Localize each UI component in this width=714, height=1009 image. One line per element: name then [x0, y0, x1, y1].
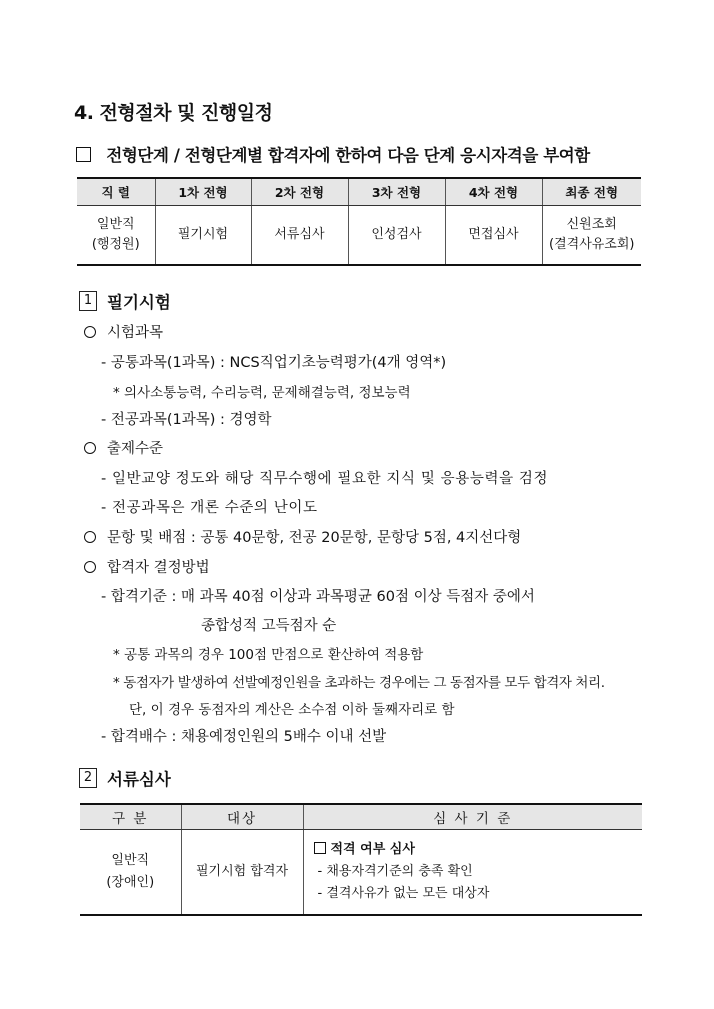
- pass-criteria-line1: - 합격기준 : 매 과목 40점 이상과 과목평균 60점 이상 득점자 중에서: [101, 589, 535, 605]
- table-header-row: [77, 178, 641, 206]
- section-number-box: 1: [79, 291, 97, 311]
- criteria-item2: - 결격사유가 없는 모든 대상자: [317, 886, 490, 901]
- section-number-box: 2: [79, 768, 97, 788]
- allocation: [80, 526, 521, 547]
- header-stage4: 4차 전형: [445, 178, 542, 206]
- level-heading-text: 출제수준: [107, 441, 164, 457]
- criteria-heading-text: 적격 여부 심사: [330, 842, 415, 857]
- header-job: 직 렬: [77, 178, 155, 206]
- checkbox-square-icon: [314, 842, 326, 854]
- subjects-heading-text: 시험과목: [107, 325, 164, 341]
- header-stage3: 3차 전형: [348, 178, 445, 206]
- cell-job: [77, 206, 155, 266]
- common-subject-note: * 의사소통능력, 수리능력, 문제해결능력, 정보능력: [113, 385, 411, 401]
- header-target: 대상: [181, 804, 303, 830]
- section1-heading: [79, 289, 171, 313]
- pass-criteria-line2: 종합성적 고득점자 순: [201, 618, 337, 634]
- table-header-row: [80, 804, 642, 830]
- common-subject: - 공통과목(1과목) : NCS직업기초능력평가(4개 영역*): [101, 355, 447, 371]
- level-item1: - 일반교양 정도와 해당 직무수행에 필요한 지식 및 응용능력을 검정: [101, 471, 549, 487]
- pass-multiple: - 합격배수 : 채용예정인원의 5배수 이내 선발: [101, 729, 387, 745]
- category-line1: 일반직: [111, 853, 150, 868]
- cell-category: [80, 830, 181, 916]
- pass-note2-line2: 단, 이 경우 동점자의 계산은 소수점 이하 둘째자리로 함: [129, 702, 455, 718]
- job-line1: 일반직: [96, 217, 135, 232]
- criteria-item1: - 채용자격기준의 충족 확인: [317, 864, 473, 879]
- pass-note1: * 공통 과목의 경우 100점 만점으로 환산하여 적용함: [113, 647, 424, 663]
- table-row: [77, 206, 641, 266]
- cell-stage3: 인성검사: [348, 206, 445, 266]
- cell-final: [542, 206, 641, 266]
- cell-stage1: 필기시험: [155, 206, 251, 266]
- checkbox-square-icon: [76, 147, 91, 162]
- level-item2: - 전공과목은 개론 수준의 난이도: [101, 500, 318, 516]
- circle-bullet-icon: [84, 442, 96, 454]
- level-heading: [80, 437, 163, 458]
- pass-method-heading: [80, 556, 210, 577]
- header-criteria: 심 사 기 준: [303, 804, 642, 830]
- page-title: 4. 전형절차 및 진행일정: [74, 102, 273, 124]
- section2-heading: [79, 766, 171, 790]
- allocation-text: 문항 및 배점 : 공통 40문항, 전공 20문항, 문항당 5점, 4지선다형: [107, 530, 522, 546]
- circle-bullet-icon: [84, 326, 96, 338]
- cell-target: 필기시험 합격자: [181, 830, 303, 916]
- final-line2: (결격사유조회): [549, 237, 635, 252]
- stage-table: [77, 177, 641, 266]
- circle-bullet-icon: [84, 561, 96, 573]
- pass-note2-line1: * 동점자가 발생하여 선발예정인원을 초과하는 경우에는 그 동점자를 모두 합격자 처리.: [113, 675, 605, 691]
- document-review-table: [80, 803, 642, 916]
- header-stage2: 2차 전형: [251, 178, 348, 206]
- cell-stage4: 면접심사: [445, 206, 542, 266]
- header-final: 최종 전형: [542, 178, 641, 206]
- final-line1: 신원조회: [566, 217, 617, 232]
- subjects-heading: [80, 321, 163, 342]
- cell-criteria: [303, 830, 642, 916]
- major-subject: - 전공과목(1과목) : 경영학: [101, 412, 272, 428]
- subtitle-text: 전형단계 / 전형단계별 합격자에 한하여 다음 단계 응시자격을 부여함: [106, 146, 590, 165]
- header-category: 구 분: [80, 804, 181, 830]
- pass-method-heading-text: 합격자 결정방법: [107, 560, 210, 576]
- cell-stage2: 서류심사: [251, 206, 348, 266]
- section2-title: 서류심사: [107, 770, 171, 789]
- circle-bullet-icon: [84, 531, 96, 543]
- header-stage1: 1차 전형: [155, 178, 251, 206]
- table-row: [80, 830, 642, 916]
- subtitle: [76, 142, 590, 166]
- section1-title: 필기시험: [107, 293, 171, 312]
- criteria-heading: [314, 839, 643, 861]
- job-line2: (행정원): [91, 237, 140, 252]
- category-line2: (장애인): [106, 875, 155, 890]
